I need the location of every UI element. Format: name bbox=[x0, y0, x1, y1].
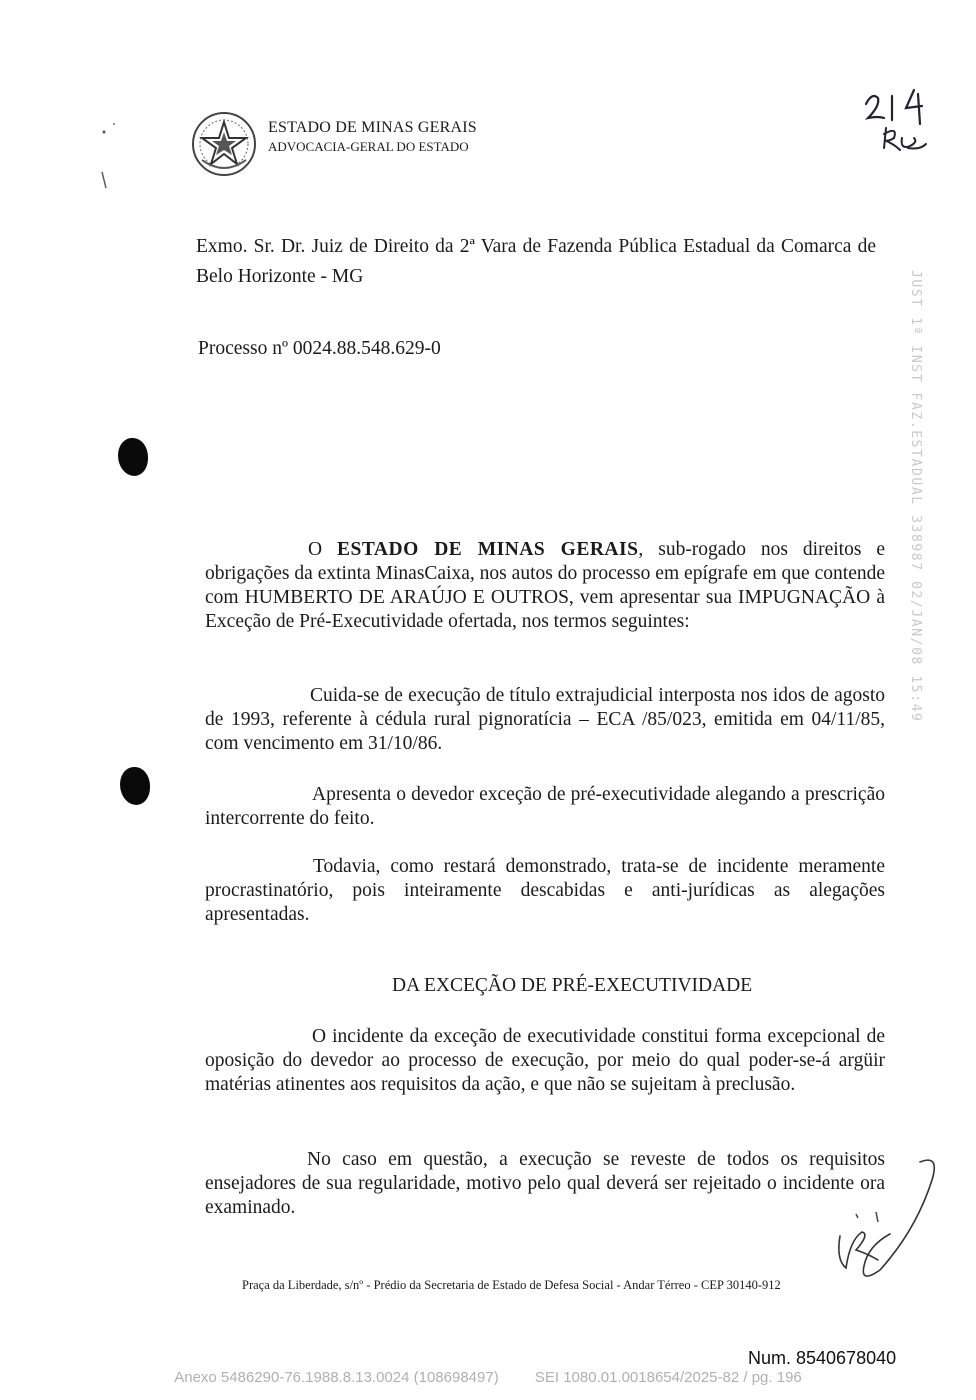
paragraph-facts: Cuida-se de execução de título extrajudicial interposta nos idos de agosto de 1993, referente à cédula rural pignoratícia – ECA /85/023, emitida em 04/11/85, com vencimento em 31/10/86. bbox=[205, 685, 885, 754]
sei-reference: SEI 1080.01.0018654/2025-82 / pg. 196 bbox=[534, 1369, 802, 1386]
paragraph-conclusion: No caso em questão, a execução se reveste de todos os requisitos ensejadores de sua regularidade, motivo pelo qual deverá ser rejeitado o incidente ora examinado. bbox=[205, 1149, 885, 1218]
annex-id: Anexo 5486290-76.1988.8.13.0024 (108698497) bbox=[174, 1369, 499, 1386]
handwritten-initials bbox=[820, 1150, 960, 1290]
stamp-text: JUST 1ª INST FAZ.ESTADUAL 338987 02/JAN/08 15:49 bbox=[908, 270, 923, 723]
paragraph-rebuttal: Todavia, como restará demonstrado, trata-se de incidente meramente procrastinatório, pois inteiramente descabidas e anti-jurídicas as alegações apresentadas. bbox=[205, 856, 885, 925]
handwritten-page-mark bbox=[848, 84, 948, 164]
punch-hole bbox=[118, 438, 148, 476]
section-heading: DA EXCEÇÃO DE PRÉ-EXECUTIVIDADE bbox=[392, 975, 753, 996]
process-number: Processo nº 0024.88.548.629-0 bbox=[198, 338, 441, 359]
department-name: ADVOCACIA-GERAL DO ESTADO bbox=[268, 139, 469, 154]
court-receipt-stamp bbox=[893, 270, 933, 723]
paragraph-intro: O ESTADO DE MINAS GERAIS, sub-rogado nos direitos e obrigações da extinta MinasCaixa, nos autos do processo em epígrafe em que contende com HUMBERTO DE ARAÚJO E OUTROS, vem apresentar sua IMPUGNAÇÃO à Exceção de Pré-Executividade ofertada, nos termos seguintes: bbox=[205, 539, 885, 632]
paragraph-definition: O incidente da exceção de executividade constitui forma excepcional de oposição do devedor ao processo de execução, por meio do qual poder-se-á argüir matérias atinentes aos requisitos da ação, e que não se sujeitam à preclusão. bbox=[205, 1026, 885, 1095]
organization-name: ESTADO DE MINAS GERAIS bbox=[268, 119, 477, 136]
paragraph-claim: Apresenta o devedor exceção de pré-executividade alegando a prescrição intercorrente do feito. bbox=[205, 784, 885, 829]
letterhead bbox=[268, 118, 477, 156]
footer-address: Praça da Liberdade, s/nº - Prédio da Secretaria de Estado de Defesa Social - Andar Térreo - CEP 30140-912 bbox=[242, 1278, 781, 1292]
addressee: Exmo. Sr. Dr. Juiz de Direito da 2ª Vara de Fazenda Pública Estadual da Comarca de Belo Horizonte - MG bbox=[196, 236, 876, 287]
document-number: Num. 8540678040 bbox=[748, 1348, 897, 1368]
punch-hole bbox=[120, 767, 150, 805]
annex-reference bbox=[0, 1369, 976, 1386]
party-name: ESTADO DE MINAS GERAIS bbox=[337, 539, 639, 560]
coat-of-arms-seal-icon bbox=[190, 110, 258, 178]
scan-specks bbox=[90, 110, 130, 200]
